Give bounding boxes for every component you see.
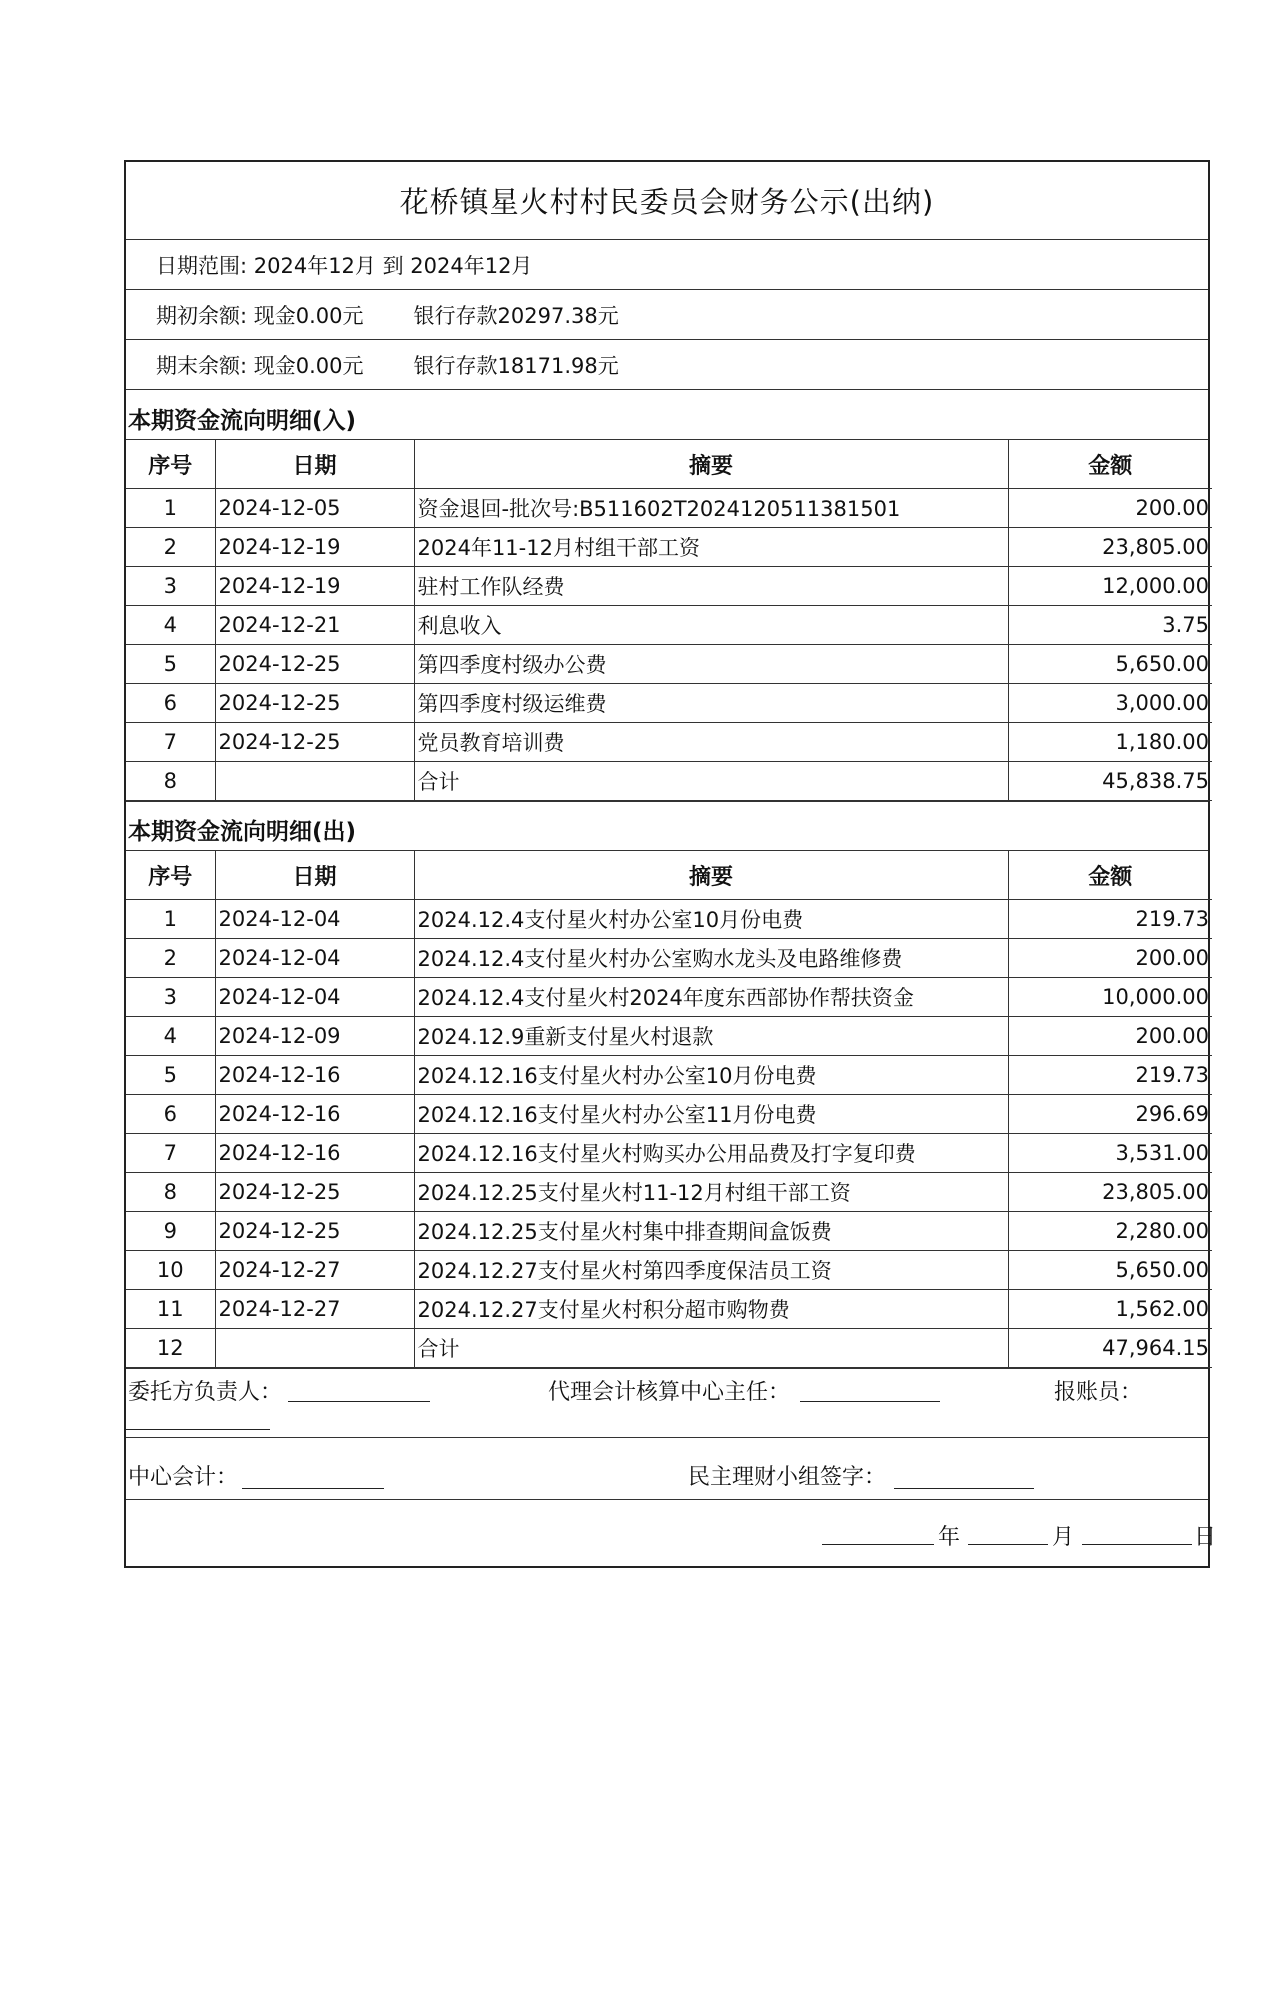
row-date: 2024-12-16 [215, 1056, 414, 1095]
row-number: 5 [126, 645, 215, 684]
row-date: 2024-12-16 [215, 1095, 414, 1134]
row-summary: 2024年11-12月村组干部工资 [414, 528, 1008, 567]
year-label: 年 [938, 1525, 961, 1550]
row-amount: 200.00 [1008, 489, 1212, 528]
table-row [126, 1251, 1212, 1290]
group-sign-line [894, 1488, 1034, 1489]
row-date: 2024-12-27 [215, 1251, 414, 1290]
row-date: 2024-12-04 [215, 978, 414, 1017]
client-label: 委托方负责人： [128, 1380, 283, 1405]
row-date: 2024-12-25 [215, 684, 414, 723]
row-summary: 2024.12.4支付星火村2024年度东西部协作帮扶资金 [414, 978, 1008, 1017]
reimburser-label: 报账员： [1054, 1380, 1143, 1405]
row-number: 7 [126, 1134, 215, 1173]
table-row [126, 762, 1212, 801]
center-accountant-sign-line [242, 1488, 384, 1489]
expense-rows [126, 900, 1212, 1368]
month-line [968, 1544, 1048, 1545]
day-line [1082, 1544, 1192, 1545]
row-summary: 2024.12.25支付星火村11-12月村组干部工资 [414, 1173, 1008, 1212]
row-amount: 1,562.00 [1008, 1290, 1212, 1329]
row-summary: 驻村工作队经费 [414, 567, 1008, 606]
row-date: 2024-12-25 [215, 645, 414, 684]
row-date: 2024-12-25 [215, 723, 414, 762]
table-row [126, 489, 1212, 528]
table-row [126, 1290, 1212, 1329]
table-row [126, 1056, 1212, 1095]
row-number: 3 [126, 978, 215, 1017]
row-amount: 219.73 [1008, 900, 1212, 939]
closing-balance [126, 340, 1208, 390]
row-summary: 利息收入 [414, 606, 1008, 645]
col-date-header: 日期 [215, 851, 414, 900]
row-summary: 第四季度村级运维费 [414, 684, 1008, 723]
row-summary: 党员教育培训费 [414, 723, 1008, 762]
expense-section-heading: 本期资金流向明细(出) [126, 801, 1208, 851]
center-accountant-label: 中心会计： [128, 1465, 239, 1490]
row-number: 4 [126, 1017, 215, 1056]
row-number: 6 [126, 1095, 215, 1134]
row-amount: 23,805.00 [1008, 1173, 1212, 1212]
row-date: 2024-12-09 [215, 1017, 414, 1056]
row-date: 2024-12-25 [215, 1212, 414, 1251]
table-row [126, 1329, 1212, 1368]
date-range: 日期范围: 2024年12月 到 2024年12月 [126, 240, 1208, 290]
row-amount: 47,964.15 [1008, 1329, 1212, 1368]
row-date: 2024-12-04 [215, 900, 414, 939]
row-date: 2024-12-05 [215, 489, 414, 528]
signature-row-1 [126, 1368, 1208, 1438]
col-no-header: 序号 [126, 851, 215, 900]
row-number: 5 [126, 1056, 215, 1095]
center-director-label: 代理会计核算中心主任： [548, 1380, 791, 1405]
row-number: 2 [126, 939, 215, 978]
col-amount-header: 金额 [1008, 851, 1212, 900]
row-amount: 296.69 [1008, 1095, 1212, 1134]
year-line [822, 1544, 934, 1545]
row-summary: 第四季度村级办公费 [414, 645, 1008, 684]
row-date: 2024-12-19 [215, 528, 414, 567]
table-row [126, 1173, 1212, 1212]
row-amount: 219.73 [1008, 1056, 1212, 1095]
client-sign-line [288, 1401, 430, 1402]
row-amount: 3.75 [1008, 606, 1212, 645]
row-number: 6 [126, 684, 215, 723]
row-amount: 45,838.75 [1008, 762, 1212, 801]
row-amount: 3,000.00 [1008, 684, 1212, 723]
row-summary: 2024.12.16支付星火村购买办公用品费及打字复印费 [414, 1134, 1008, 1173]
group-sign-label: 民主理财小组签字： [688, 1465, 887, 1490]
table-row [126, 684, 1212, 723]
table-row [126, 1212, 1212, 1251]
table-row [126, 723, 1212, 762]
day-label: 日 [1194, 1525, 1217, 1550]
sign-date-row [126, 1500, 1217, 1566]
row-amount: 5,650.00 [1008, 645, 1212, 684]
document-title: 花桥镇星火村村民委员会财务公示(出纳) [126, 162, 1208, 240]
row-number: 1 [126, 489, 215, 528]
row-summary: 2024.12.27支付星火村积分超市购物费 [414, 1290, 1008, 1329]
table-row [126, 1134, 1212, 1173]
row-summary: 合计 [414, 762, 1008, 801]
row-number: 9 [126, 1212, 215, 1251]
table-row [126, 939, 1212, 978]
expense-header-row [126, 851, 1212, 900]
closing-cash: 期末余额: 现金0.00元 [156, 353, 364, 378]
signature-row-2 [126, 1438, 1208, 1500]
row-amount: 5,650.00 [1008, 1251, 1212, 1290]
month-label: 月 [1052, 1525, 1075, 1550]
table-row [126, 978, 1212, 1017]
row-number: 11 [126, 1290, 215, 1329]
row-number: 8 [126, 1173, 215, 1212]
row-amount: 1,180.00 [1008, 723, 1212, 762]
income-table [126, 440, 1212, 801]
col-summary-header: 摘要 [414, 440, 1008, 489]
row-number: 2 [126, 528, 215, 567]
row-summary: 2024.12.4支付星火村办公室10月份电费 [414, 900, 1008, 939]
row-number: 3 [126, 567, 215, 606]
row-date: 2024-12-19 [215, 567, 414, 606]
opening-bank: 银行存款20297.38元 [413, 303, 619, 328]
row-amount: 200.00 [1008, 939, 1212, 978]
row-date: 2024-12-21 [215, 606, 414, 645]
row-date: 2024-12-25 [215, 1173, 414, 1212]
row-summary: 2024.12.25支付星火村集中排查期间盒饭费 [414, 1212, 1008, 1251]
row-amount: 12,000.00 [1008, 567, 1212, 606]
table-row [126, 1017, 1212, 1056]
row-number: 7 [126, 723, 215, 762]
table-row [126, 645, 1212, 684]
row-date [215, 1329, 414, 1368]
row-number: 8 [126, 762, 215, 801]
row-amount: 3,531.00 [1008, 1134, 1212, 1173]
col-no-header: 序号 [126, 440, 215, 489]
row-amount: 200.00 [1008, 1017, 1212, 1056]
opening-cash: 期初余额: 现金0.00元 [156, 303, 364, 328]
income-rows [126, 489, 1212, 801]
center-director-sign-line [800, 1401, 940, 1402]
row-summary: 2024.12.16支付星火村办公室10月份电费 [414, 1056, 1008, 1095]
row-date: 2024-12-04 [215, 939, 414, 978]
row-number: 1 [126, 900, 215, 939]
row-summary: 2024.12.27支付星火村第四季度保洁员工资 [414, 1251, 1008, 1290]
col-summary-header: 摘要 [414, 851, 1008, 900]
row-amount: 23,805.00 [1008, 528, 1212, 567]
row-summary: 2024.12.16支付星火村办公室11月份电费 [414, 1095, 1008, 1134]
row-amount: 2,280.00 [1008, 1212, 1212, 1251]
income-header-row [126, 440, 1212, 489]
row-amount: 10,000.00 [1008, 978, 1212, 1017]
table-row [126, 1095, 1212, 1134]
row-summary: 2024.12.4支付星火村办公室购水龙头及电路维修费 [414, 939, 1008, 978]
row-summary: 2024.12.9重新支付星火村退款 [414, 1017, 1008, 1056]
col-date-header: 日期 [215, 440, 414, 489]
row-summary: 合计 [414, 1329, 1008, 1368]
row-number: 12 [126, 1329, 215, 1368]
table-row [126, 528, 1212, 567]
row-date: 2024-12-27 [215, 1290, 414, 1329]
table-row [126, 567, 1212, 606]
row-number: 4 [126, 606, 215, 645]
financial-disclosure-form [124, 160, 1217, 1568]
row-date [215, 762, 414, 801]
row-summary: 资金退回-批次号:B511602T2024120511381501 [414, 489, 1008, 528]
reimburser-sign-line [126, 1429, 270, 1430]
closing-bank: 银行存款18171.98元 [413, 353, 619, 378]
row-number: 10 [126, 1251, 215, 1290]
table-row [126, 606, 1212, 645]
col-amount-header: 金额 [1008, 440, 1212, 489]
row-date: 2024-12-16 [215, 1134, 414, 1173]
opening-balance [126, 290, 1208, 340]
table-row [126, 900, 1212, 939]
income-section-heading: 本期资金流向明细(入) [126, 390, 1208, 440]
expense-table [126, 851, 1212, 1368]
